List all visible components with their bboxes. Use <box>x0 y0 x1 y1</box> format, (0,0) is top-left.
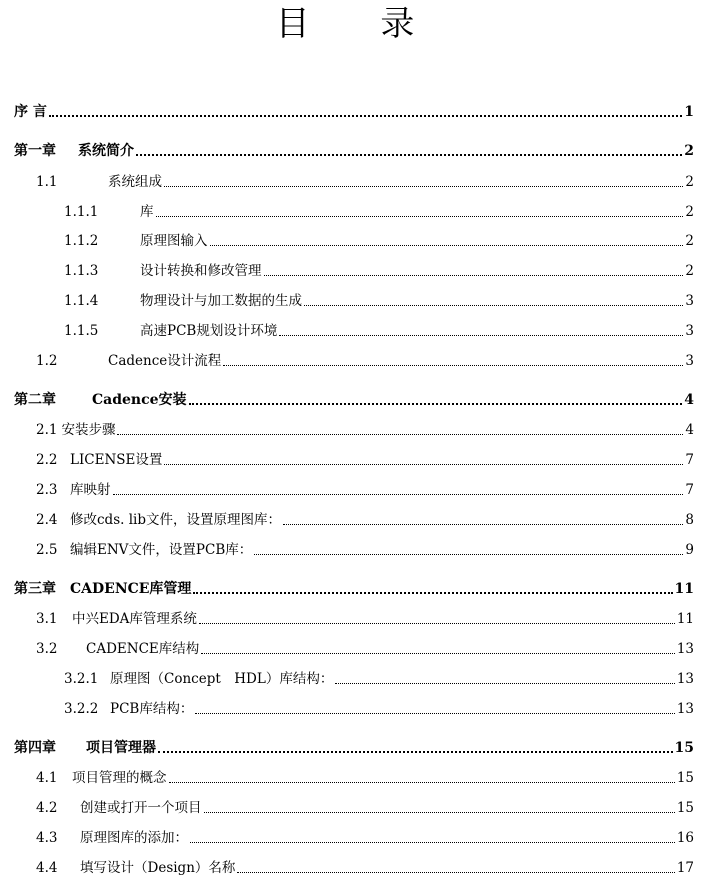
toc-entry[interactable] <box>36 639 694 659</box>
toc-entry-page-number: 8 <box>685 512 694 528</box>
toc-entry-title: Cadence安装 <box>92 392 187 408</box>
toc-entry-number: 第三章 <box>14 581 56 597</box>
toc-entry-title: 项目管理器 <box>86 740 156 756</box>
toc-entry[interactable] <box>36 609 694 629</box>
toc-entry[interactable] <box>64 261 694 281</box>
toc-entry-number: 第二章 <box>14 392 56 408</box>
toc-entry-title: 库映射 <box>70 482 111 498</box>
dot-leader <box>237 871 674 873</box>
dot-leader <box>199 622 675 624</box>
toc-entry-title: 中兴EDA库管理系统 <box>72 611 197 627</box>
toc-entry-number: 2.5 <box>36 542 58 558</box>
dot-leader <box>169 781 675 783</box>
toc-entry-page-number: 4 <box>684 392 694 408</box>
toc-entry-number: 4.1 <box>36 770 58 786</box>
toc-entry-page-number: 11 <box>674 581 694 597</box>
toc-entry[interactable] <box>36 858 694 878</box>
toc-entry-page-number: 4 <box>685 422 694 438</box>
toc-entry-title: 原理图库的添加： <box>80 830 188 846</box>
toc-entry-title: 系统组成 <box>108 174 162 190</box>
toc-entry-title: 创建或打开一个项目 <box>80 800 202 816</box>
dot-leader <box>264 274 684 276</box>
toc-entry-page-number: 7 <box>685 452 694 468</box>
toc-entry-page-number: 13 <box>676 671 694 687</box>
toc-entry-title: 设计转换和修改管理 <box>140 263 262 279</box>
dot-leader <box>279 334 683 336</box>
toc-entry-number: 3.1 <box>36 611 58 627</box>
toc-entry-number: 1.1.5 <box>64 323 99 339</box>
toc-chapter-entry[interactable] <box>14 738 694 758</box>
toc-entry[interactable] <box>36 828 694 848</box>
toc-entry-page-number: 15 <box>676 800 694 816</box>
toc-entry-title: PCB库结构： <box>110 701 194 717</box>
dot-leader <box>335 682 674 684</box>
dot-leader <box>210 244 684 246</box>
toc-chapter-entry[interactable] <box>14 102 694 122</box>
toc-entry-number: 1.2 <box>36 353 58 369</box>
toc-entry[interactable] <box>64 231 694 251</box>
toc-entry[interactable] <box>36 768 694 788</box>
toc-entry-title: Cadence设计流程 <box>108 353 222 369</box>
toc-entry-number: 2.1 <box>36 422 58 438</box>
toc-entry-number: 3.2.2 <box>64 701 99 717</box>
toc-entry-title: 安装步骤 <box>61 422 116 438</box>
toc-entry-number: 第一章 <box>14 143 56 159</box>
toc-entry[interactable] <box>36 351 694 371</box>
toc-entry-number: 1.1.3 <box>64 263 99 279</box>
toc-entry-number: 3.2.1 <box>64 671 99 687</box>
toc-entry-title: 项目管理的概念 <box>72 770 167 786</box>
toc-entry-page-number: 11 <box>676 611 694 627</box>
toc-entry-title: 修改cds. lib文件，设置原理图库： <box>70 512 281 528</box>
toc-chapter-entry[interactable] <box>14 141 694 161</box>
toc-entry-page-number: 3 <box>685 353 694 369</box>
toc-entry-page-number: 15 <box>674 740 694 756</box>
toc-entry-title: CADENCE库结构 <box>86 641 200 657</box>
toc-entry[interactable] <box>64 291 694 311</box>
toc-entry[interactable] <box>36 420 694 440</box>
toc-entry-number: 1.1.4 <box>64 293 99 309</box>
dot-leader <box>223 364 683 366</box>
toc-entry-title: 填写设计（Design）名称 <box>80 860 236 876</box>
toc-entry-number: 2.4 <box>36 512 58 528</box>
toc-entry-number: 1.1.2 <box>64 233 99 249</box>
dot-leader <box>283 523 683 525</box>
dot-leader <box>136 153 682 156</box>
toc-entry-title: 库 <box>140 204 154 220</box>
toc-entry-page-number: 15 <box>676 770 694 786</box>
toc-entry-page-number: 3 <box>685 293 694 309</box>
toc-entry-page-number: 17 <box>676 860 694 876</box>
dot-leader <box>113 493 684 495</box>
toc-entry[interactable] <box>64 699 694 719</box>
dot-leader <box>164 185 683 187</box>
toc-entry-number: 3.2 <box>36 641 58 657</box>
toc-entry[interactable] <box>64 669 694 689</box>
dot-leader <box>49 114 682 117</box>
toc-entry-title: CADENCE库管理 <box>70 581 192 597</box>
toc-entry[interactable] <box>36 540 694 560</box>
toc-entry-number: 1.1.1 <box>64 204 99 220</box>
dot-leader <box>195 712 674 714</box>
toc-entry-number: 4.4 <box>36 860 58 876</box>
toc-entry-number: 第四章 <box>14 740 56 756</box>
toc-entry-page-number: 13 <box>676 641 694 657</box>
toc-entry[interactable] <box>64 321 694 341</box>
toc-entry-number: 4.2 <box>36 800 58 816</box>
toc-entry-page-number: 9 <box>685 542 694 558</box>
toc-entry[interactable] <box>36 510 694 530</box>
dot-leader <box>190 841 675 843</box>
toc-entry-title: LICENSE设置 <box>70 452 163 468</box>
toc-chapter-entry[interactable] <box>14 579 694 599</box>
toc-entry-title: 原理图（Concept HDL）库结构： <box>110 671 334 687</box>
toc-entry-page-number: 2 <box>685 174 694 190</box>
dot-leader <box>201 652 675 654</box>
toc-entry-page-number: 3 <box>685 323 694 339</box>
toc-entry[interactable] <box>36 172 694 192</box>
dot-leader <box>254 553 683 555</box>
page-title: 目 录 <box>275 4 445 44</box>
dot-leader <box>158 750 673 753</box>
toc-entry-title: 高速PCB规划设计环境 <box>140 323 278 339</box>
toc-entry-page-number: 2 <box>684 143 694 159</box>
dot-leader <box>164 463 683 465</box>
toc-entry-page-number: 7 <box>685 482 694 498</box>
dot-leader <box>117 433 683 435</box>
toc-entry-title: 原理图输入 <box>140 233 208 249</box>
toc-entry-page-number: 1 <box>684 104 694 120</box>
toc-entry[interactable] <box>36 450 694 470</box>
toc-entry-page-number: 13 <box>676 701 694 717</box>
dot-leader <box>193 591 672 594</box>
toc-entry-number: 4.3 <box>36 830 58 846</box>
toc-entry-number: 序 言 <box>14 104 47 120</box>
toc-entry[interactable] <box>64 202 694 222</box>
toc-entry-number: 1.1 <box>36 174 58 190</box>
toc-entry-number: 2.3 <box>36 482 58 498</box>
toc-entry-page-number: 2 <box>685 233 694 249</box>
toc-chapter-entry[interactable] <box>14 390 694 410</box>
dot-leader <box>304 304 683 306</box>
toc-entry[interactable] <box>36 798 694 818</box>
toc-entry-title: 物理设计与加工数据的生成 <box>140 293 302 309</box>
dot-leader <box>156 215 684 217</box>
toc-entry-page-number: 16 <box>676 830 694 846</box>
toc-entry-title: 系统简介 <box>78 143 134 159</box>
dot-leader <box>204 811 675 813</box>
toc-entry-page-number: 2 <box>685 263 694 279</box>
toc-entry-title: 编辑ENV文件，设置PCB库： <box>70 542 253 558</box>
toc-entry-number: 2.2 <box>36 452 58 468</box>
toc-entry[interactable] <box>36 480 694 500</box>
dot-leader <box>189 402 683 405</box>
toc-entry-page-number: 2 <box>685 204 694 220</box>
